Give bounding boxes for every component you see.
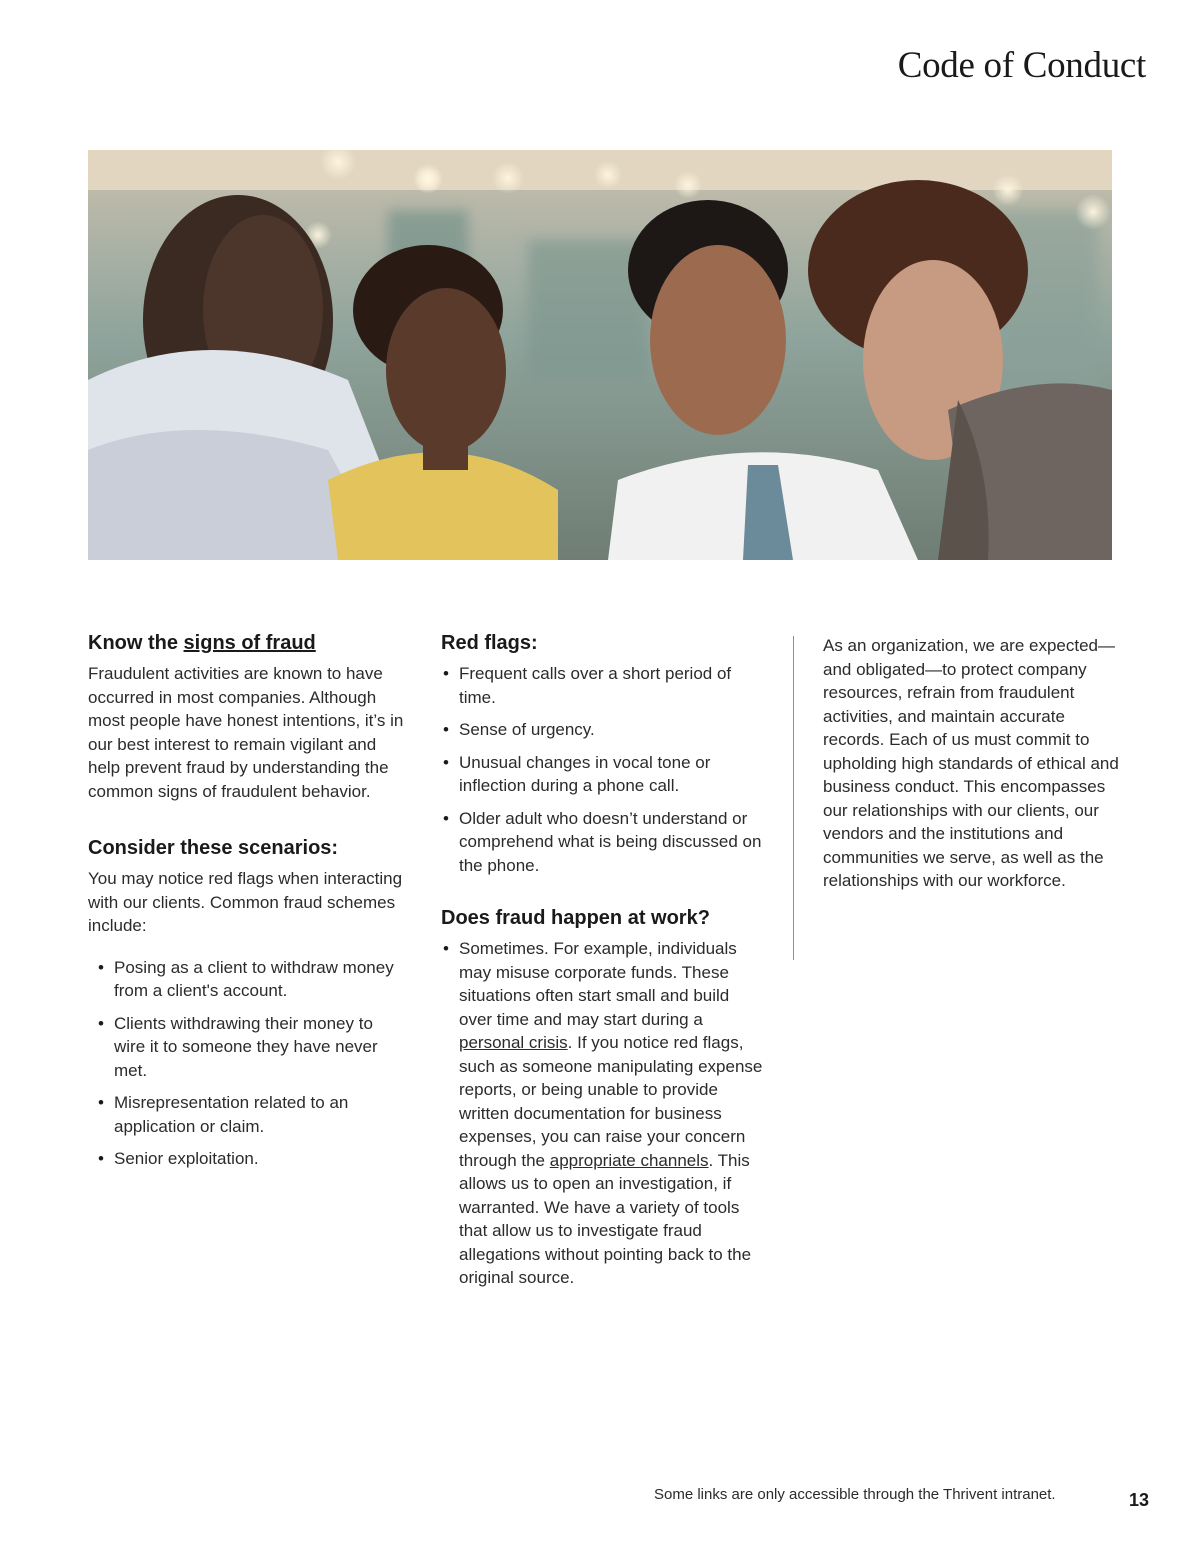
work-text-2: . If you notice red flags, such as someone manipulating expense reports, or being unable to provide written documentation for business expenses, you can raise your concern through the <box>459 1033 763 1170</box>
signs-of-fraud-heading <box>88 630 408 656</box>
signs-of-fraud-link[interactable]: signs of fraud <box>183 632 316 654</box>
personal-crisis-link[interactable]: personal crisis <box>459 1033 568 1052</box>
footer-note: Some links are only accessible through the Thrivent intranet. <box>654 1486 1056 1503</box>
list-item: • Older adult who doesn’t understand or comprehend what is being discussed on the phone. <box>441 807 766 878</box>
fraud-at-work-list <box>441 937 766 1290</box>
fraud-at-work-heading: Does fraud happen at work? <box>441 907 710 929</box>
organization-text: As an organization, we are expected—and obligated—to protect company resources, refrain from fraudulent activities, and maintain accurate records. Each of us must commit to upholding high standards of ethical and business conduct. This encompasses our relationships with our clients, our vendors and the institutions and communities we serve, as well as the relationships with our workforce. <box>823 636 1119 890</box>
fraud-schemes-list <box>88 956 408 1171</box>
red-flags-column <box>441 630 766 1299</box>
business-meeting-photo <box>88 150 1112 560</box>
scenarios-text: You may notice red flags when interacting with our clients. Common fraud schemes include: <box>88 869 403 935</box>
list-item: • Unusual changes in vocal tone or inflection during a phone call. <box>441 751 766 798</box>
column-divider <box>793 636 794 960</box>
organization-column <box>823 634 1123 893</box>
list-item: • Posing as a client to withdraw money from a client's account. <box>96 956 408 1003</box>
red-flags-list <box>441 662 766 877</box>
signs-of-fraud-column <box>88 630 408 1180</box>
page-title: Code of Conduct <box>897 45 1146 86</box>
appropriate-channels-link[interactable]: appropriate channels <box>549 1150 709 1170</box>
list-item: • Sense of urgency. <box>441 718 766 742</box>
heading-prefix: Know the <box>88 632 184 654</box>
fraud-intro-text: Fraudulent activities are known to have occurred in most companies. Although most people have honest intentions, it’s in our best interest to remain vigilant and help prevent fraud by understanding the common signs of fraudulent behavior. <box>88 664 404 801</box>
list-item: • Clients withdrawing their money to wire it to someone they have never met. <box>96 1012 408 1083</box>
work-text-3: . This allows us to open an investigation, if warranted. We have a variety of tools that allow us to investigate fraud allegations without pointing back to the original source. <box>459 1150 752 1287</box>
list-item: • Frequent calls over a short period of time. <box>441 662 766 709</box>
page-number: 13 <box>1128 1490 1149 1510</box>
list-item <box>441 937 766 1290</box>
work-text-1: Sometimes. For example, individuals may misuse corporate funds. These situations often start small and build over time and may start during a <box>459 939 737 1029</box>
scenarios-heading: Consider these scenarios: <box>88 837 339 859</box>
list-item: • Senior exploitation. <box>96 1147 408 1171</box>
list-item: • Misrepresentation related to an application or claim. <box>96 1091 408 1138</box>
red-flags-heading: Red flags: <box>441 632 538 654</box>
